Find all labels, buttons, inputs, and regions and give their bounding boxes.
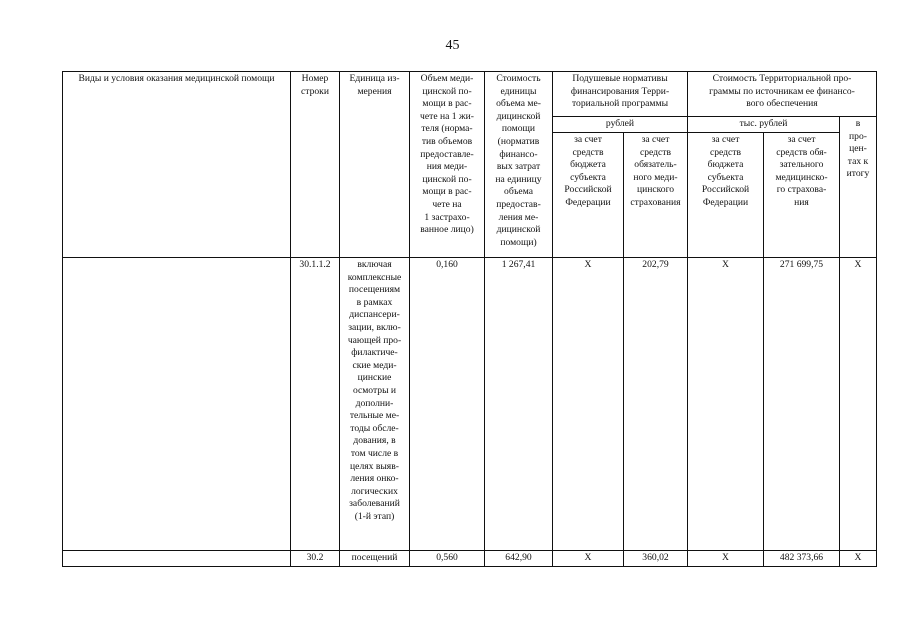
cell-type	[63, 550, 291, 566]
header-program-cost: Стоимость Территориальной про- граммы по источникам ее финансо- вого обеспечения	[688, 72, 877, 117]
table-row	[63, 258, 877, 551]
header-unit: Единица из- мерения	[340, 72, 410, 258]
header-oms-total: за счет средств обя- зательного медицинско- го страхова- ния	[764, 133, 840, 258]
cell-unit: включая комплексные посещениям в рамках диспансери- зации, вклю- чающей про- филактиче- ские меди- цинские осмотры и дополни- тельные ме- тоды обсле- дования, в том числе в целях выяв- ления онко- логических заболеваний (1-й этап)	[340, 258, 410, 551]
cell-budget-per-capita: X	[553, 550, 624, 566]
page-number: 45	[445, 38, 460, 53]
header-volume: Объем меди- цинской по- мощи в рас- чете на 1 жи- теля (норма- тив объемов предоставле- ния меди- цинской по- мощи в рас- чете на 1 застрахо- ванное лицо)	[410, 72, 485, 258]
header-types: Виды и условия оказания медицинской помощи	[63, 72, 291, 258]
cell-oms-total: 482 373,66	[764, 550, 840, 566]
cell-volume: 0,160	[410, 258, 485, 551]
cell-oms-total: 271 699,75	[764, 258, 840, 551]
header-cost: Стоимость единицы объема ме- дицинской помощи (норматив финансо- вых затрат на единицу объема предостав- ления ме- дицинской помощи)	[485, 72, 553, 258]
header-rubles: рублей	[553, 117, 688, 133]
header-per-capita: Подушевые нормативы финансирования Терри- ториальной программы	[553, 72, 688, 117]
header-row-number: Номер строки	[291, 72, 340, 258]
cell-budget-per-capita: X	[553, 258, 624, 551]
header-row-main	[63, 72, 877, 117]
cell-percent: X	[840, 258, 877, 551]
header-percent: в про- цен- тах к итогу	[840, 117, 877, 258]
cell-oms-per-capita: 202,79	[624, 258, 688, 551]
cell-percent: X	[840, 550, 877, 566]
header-budget-per-capita: за счет средств бюджета субъекта Российской Федерации	[553, 133, 624, 258]
cell-volume: 0,560	[410, 550, 485, 566]
cell-row-number: 30.2	[291, 550, 340, 566]
header-thousand-rubles: тыс. рублей	[688, 117, 840, 133]
header-oms-per-capita: за счет средств обязатель- ного меди- цинского страхования	[624, 133, 688, 258]
table-row	[63, 550, 877, 566]
medical-care-cost-table	[62, 71, 877, 567]
cell-oms-per-capita: 360,02	[624, 550, 688, 566]
cell-unit: посещений	[340, 550, 410, 566]
cell-budget-total: X	[688, 550, 764, 566]
cell-type	[63, 258, 291, 551]
cell-cost: 1 267,41	[485, 258, 553, 551]
cell-row-number: 30.1.1.2	[291, 258, 340, 551]
cell-cost: 642,90	[485, 550, 553, 566]
header-budget-total: за счет средств бюджета субъекта Российской Федерации	[688, 133, 764, 258]
cell-budget-total: X	[688, 258, 764, 551]
